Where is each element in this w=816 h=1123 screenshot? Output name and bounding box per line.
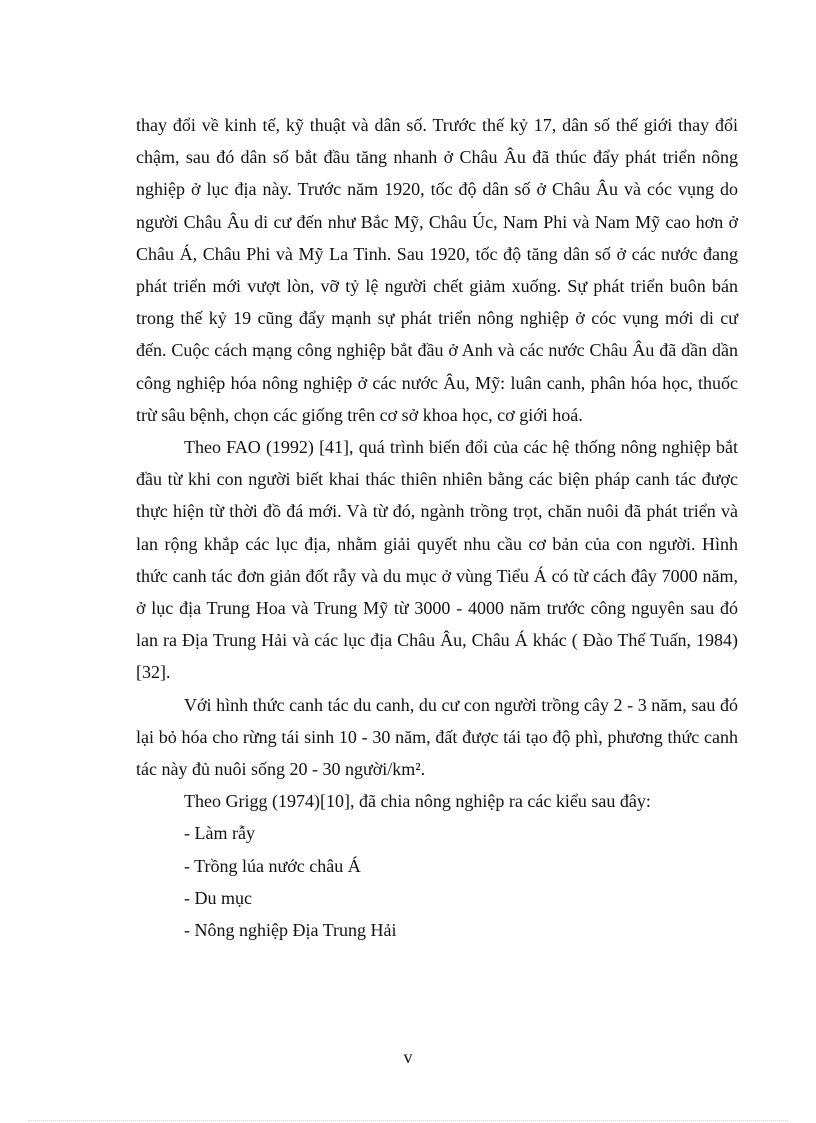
list-item: - Trồng lúa nước châu Á: [184, 855, 361, 876]
list-item: - Làm rẫy: [184, 823, 255, 844]
list-item: - Du mục: [184, 887, 252, 908]
page-number: v: [403, 1047, 413, 1067]
footer-divider: [28, 1120, 788, 1121]
body-text: [136, 109, 738, 946]
paragraph-continued: thay đổi về kinh tế, kỹ thuật và dân số. Trước thế kỷ 17, dân số thế giới thay đổi chậm, sau đó dân số bắt đầu tăng nhanh ở Châu Âu đã thúc đẩy phát triển nông nghiệp ở lục địa này. Trước năm 1920, tốc độ dân số ở Châu Âu và cóc vụng do người Châu Âu di cư đến như Bắc Mỹ, Châu Úc, Nam Phi và Nam Mỹ cao hơn ở Châu Á, Châu Phi và Mỹ La Tinh. Sau 1920, tốc độ tăng dân số ở các nước đang phát triển mới vượt lòn, vỡ tỷ lệ người chết giảm xuống. Sự phát triển buôn bán trong thế kỷ 19 cũng đẩy mạnh sự phát triển nông nghiệp ở cóc vụng mới di cư đến. Cuộc cách mạng công nghiệp bắt đầu ở Anh và các nước Châu Âu đã dần dần công nghiệp hóa nông nghiệp ở các nước Âu, Mỹ: luân canh, phân hóa học, thuốc trừ sâu bệnh, chọn các giống trên cơ sở khoa học, cơ giới hoá.: [136, 115, 738, 425]
paragraph-grigg: Theo Grigg (1974)[10], đã chia nông nghiệp ra các kiểu sau đây:: [184, 791, 651, 812]
list-item: - Nông nghiệp Địa Trung Hải: [184, 920, 397, 941]
paragraph-shifting-cultivation: Với hình thức canh tác du canh, du cư con người trồng cây 2 - 3 năm, sau đó lại bỏ hóa cho rừng tái sinh 10 - 30 năm, đất được tái tạo độ phì, phương thức canh tác này đủ nuôi sống 20 - 30 người/km².: [136, 694, 738, 780]
paragraph-fao: Theo FAO (1992) [41], quá trình biến đổi của các hệ thống nông nghiệp bắt đầu từ khi con người biết khai thác thiên nhiên bằng các biện pháp canh tác được thực hiện từ thời đồ đá mới. Và từ đó, ngành trồng trọt, chăn nuôi đã phát triển và lan rộng khắp các lục địa, nhằm giải quyết nhu cầu cơ bản của con người. Hình thức canh tác đơn giản đốt rẫy và du mục ở vùng Tiểu Á có từ cách đây 7000 năm, ở lục địa Trung Hoa và Trung Mỹ từ 3000 - 4000 năm trước công nguyên sau đó lan ra Địa Trung Hải và các lục địa Châu Âu, Châu Á khác ( Đào Thế Tuấn, 1984) [32].: [136, 437, 738, 683]
